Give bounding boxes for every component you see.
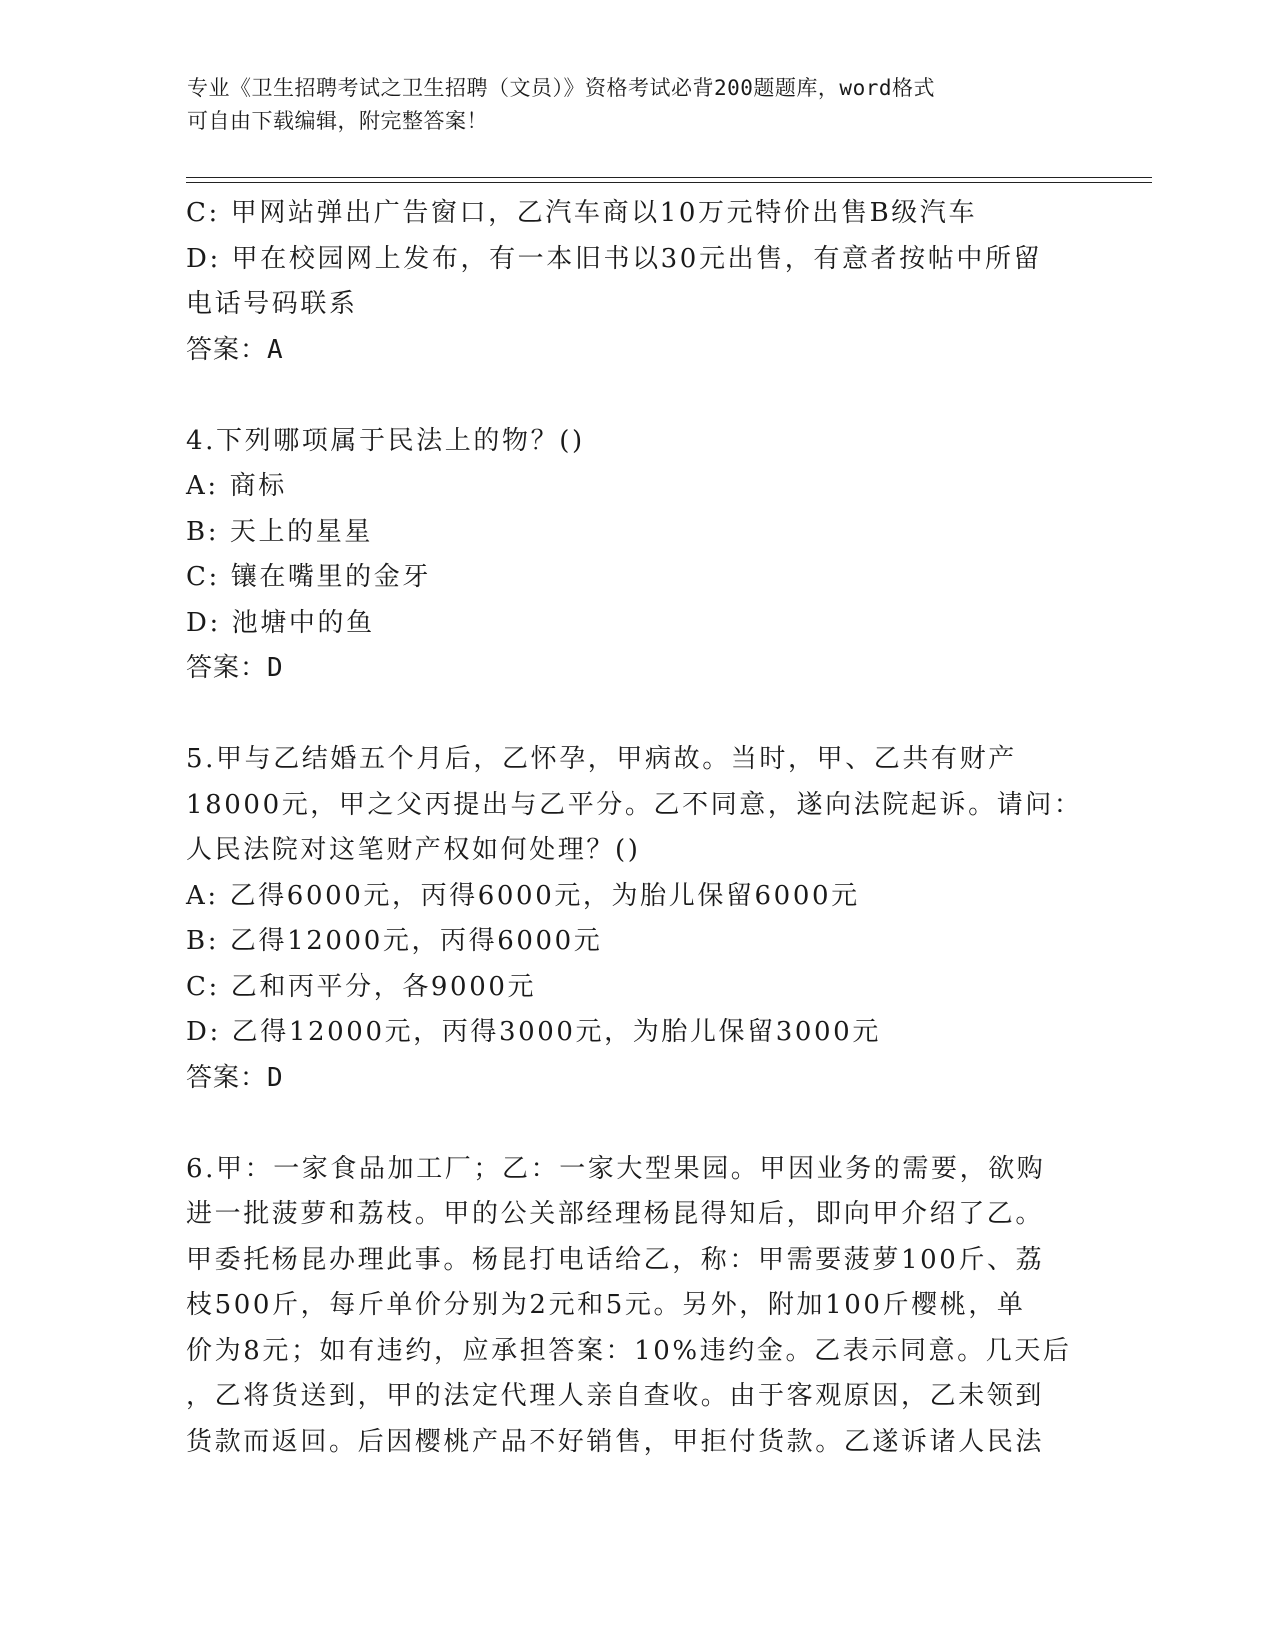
- answer: 答案：D: [186, 653, 284, 683]
- question-stem: 6.甲：一家食品加工厂；乙：一家大型果园。甲因业务的需要，欲购: [186, 1153, 1046, 1184]
- question-stem-continued: 18000元，甲之父丙提出与乙平分。乙不同意，遂向法院起诉。请问：: [186, 789, 1083, 820]
- question-6: [186, 1147, 1086, 1466]
- option-d: D: 池塘中的鱼: [186, 607, 375, 638]
- option-b: B: 天上的星星: [186, 516, 373, 547]
- option-d: D: 甲在校园网上发布，有一本旧书以30元出售，有意者按帖中所留: [186, 243, 1043, 274]
- question-stem: 5.甲与乙结婚五个月后，乙怀孕，甲病故。当时，甲、乙共有财产: [186, 744, 1017, 774]
- option-d: D: 乙得12000元，丙得3000元，为胎儿保留3000元: [186, 1017, 881, 1047]
- question-5: [186, 737, 1086, 1101]
- option-b: B: 乙得12000元，丙得6000元: [186, 926, 603, 956]
- option-d-continued: 电话号码联系: [186, 289, 358, 319]
- answer: 答案：D: [186, 1062, 284, 1093]
- answer: 答案：A: [186, 334, 284, 365]
- question-stem-continued: ，乙将货送到，甲的法定代理人亲自查收。由于客观原因，乙未领到: [186, 1381, 1045, 1411]
- header-line-2: 可自由下载编辑，附完整答案！: [187, 109, 488, 133]
- document-header: [187, 72, 1067, 138]
- option-a: A: 乙得6000元，丙得6000元，为胎儿保留6000元: [186, 880, 860, 911]
- option-c: C: 乙和丙平分，各9000元: [186, 971, 537, 1002]
- header-divider-top: [186, 177, 1152, 178]
- spacer: [186, 373, 1086, 419]
- question-stem-continued: 货款而返回。后因樱桃产品不好销售，甲拒付货款。乙遂诉诸人民法: [186, 1426, 1045, 1457]
- header-line-1: 专业《卫生招聘考试之卫生招聘（文员）》资格考试必背200题题库，word格式: [187, 76, 935, 100]
- question-content: [186, 191, 1086, 1465]
- spacer: [186, 1101, 1086, 1147]
- question-stem-continued: 进一批菠萝和荔枝。甲的公关部经理杨昆得知后，即向甲介绍了乙。: [186, 1199, 1045, 1229]
- header-divider-bottom: [186, 182, 1152, 183]
- option-c: C: 甲网站弹出广告窗口，乙汽车商以10万元特价出售B级汽车: [186, 198, 978, 228]
- question-stem-continued: 枝500斤，每斤单价分别为2元和5元。另外，附加100斤樱桃，单: [186, 1290, 1026, 1320]
- question-stem-continued: 甲委托杨昆办理此事。杨昆打电话给乙，称：甲需要菠萝100斤、荔: [186, 1244, 1045, 1275]
- question-4: [186, 419, 1086, 692]
- question-3-tail: [186, 191, 1086, 373]
- spacer: [186, 692, 1086, 738]
- question-stem-continued: 人民法院对这笔财产权如何处理？(): [186, 835, 641, 865]
- option-c: C: 镶在嘴里的金牙: [186, 562, 431, 592]
- option-a: A: 商标: [186, 471, 287, 501]
- question-stem-continued: 价为8元；如有违约，应承担答案：10%违约金。乙表示同意。几天后: [186, 1335, 1072, 1366]
- question-stem: 4.下列哪项属于民法上的物？(): [186, 425, 585, 456]
